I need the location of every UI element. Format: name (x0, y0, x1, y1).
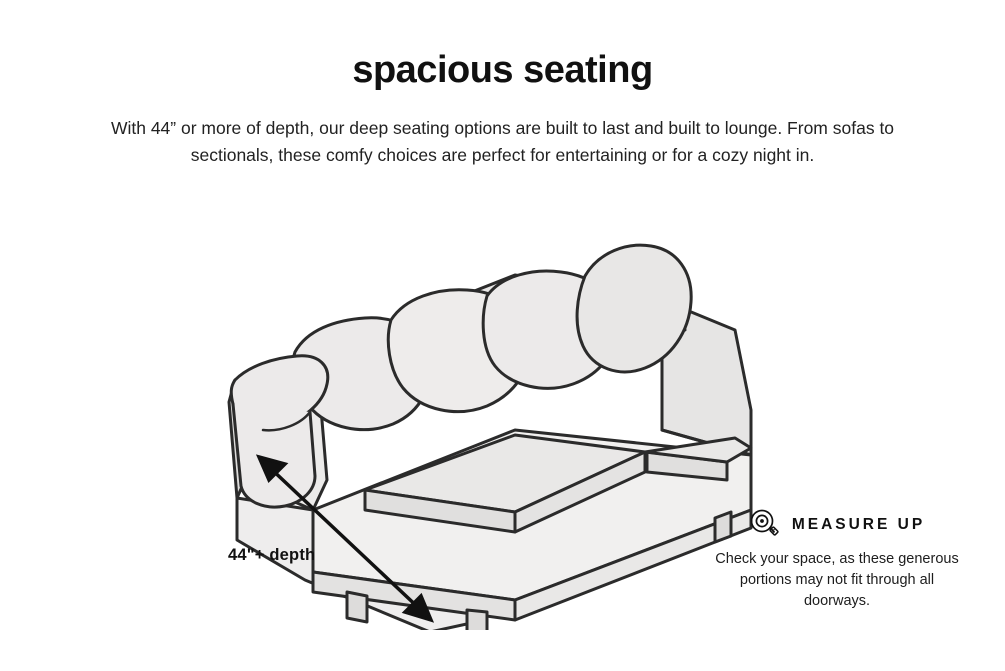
measure-up-title: MEASURE UP (791, 516, 926, 533)
page-description: With 44” or more of depth, our deep seating options are built to last and built to lounge. From sofas to sectionals, these comfy choices are perfect for entertaining or for a cozy night in. (110, 118, 895, 166)
page-title: spacious seating (352, 49, 653, 91)
depth-label: 44"+ depth (228, 546, 316, 564)
measure-up-body: Check your space, as these generous portions may not fit through all doorways. (715, 551, 959, 610)
measuring-tape-icon (749, 508, 779, 543)
measure-up-heading (707, 508, 967, 542)
measure-up-block (707, 508, 967, 612)
